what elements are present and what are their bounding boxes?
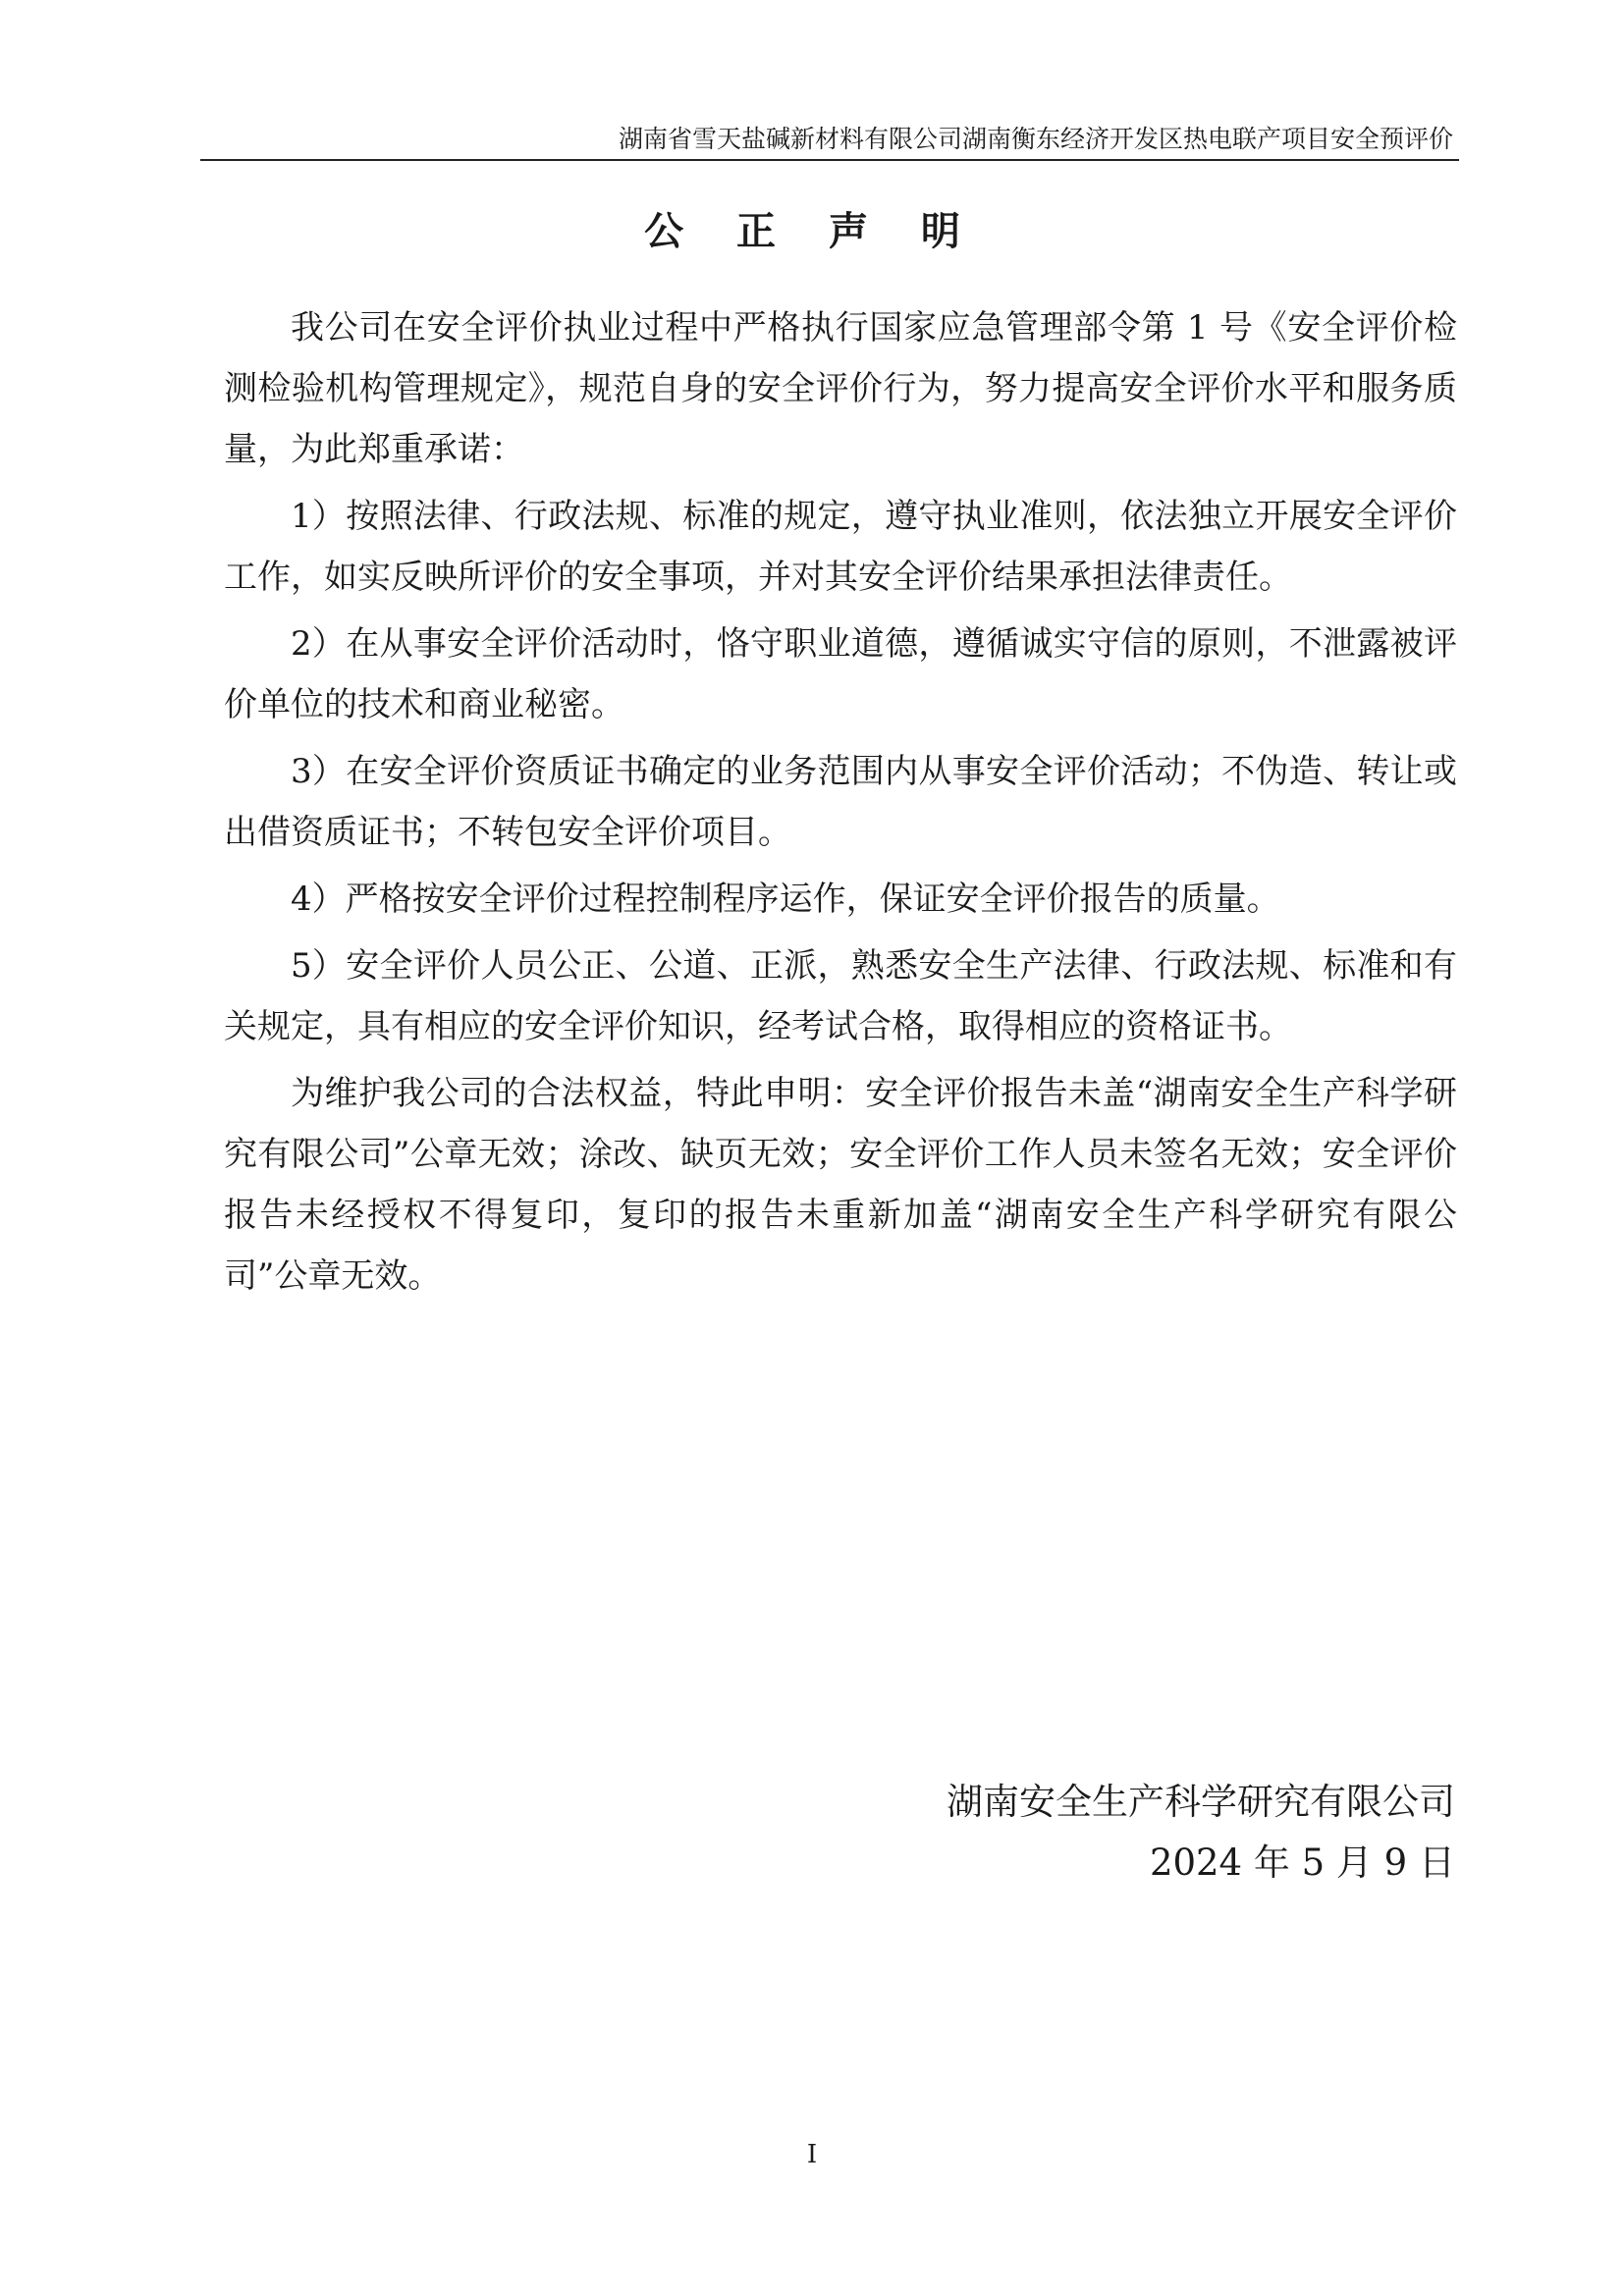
paragraph-declaration: 为维护我公司的合法权益，特此申明：安全评价报告未盖“湖南安全生产科学研究有限公司”公章无效；涂改、缺页无效；安全评价工作人员未签名无效；安全评价报告未经授权不得复印，复印的报告未重新加盖“湖南安全生产科学研究有限公司”公章无效。 — [224, 1074, 1457, 1296]
paragraph-item-2: 2）在从事安全评价活动时，恪守职业道德，遵循诚实守信的原则，不泄露被评价单位的技术和商业秘密。 — [224, 624, 1457, 724]
statement-body — [224, 297, 1457, 1312]
signature-block — [947, 1772, 1455, 1894]
page-title: 公 正 声 明 — [644, 209, 980, 254]
paragraph-item-5: 5）安全评价人员公正、公道、正派，熟悉安全生产法律、行政法规、标准和有关规定，具有相应的安全评价知识，经考试合格，取得相应的资格证书。 — [224, 946, 1457, 1046]
signature-date: 2024 年 5 月 9 日 — [1149, 1842, 1455, 1884]
paragraph-intro: 我公司在安全评价执业过程中严格执行国家应急管理部令第 1 号《安全评价检测检验机构管理规定》，规范自身的安全评价行为，努力提高安全评价水平和服务质量，为此郑重承诺： — [224, 308, 1457, 469]
paragraph-item-3: 3）在安全评价资质证书确定的业务范围内从事安全评价活动；不伪造、转让或出借资质证书；不转包安全评价项目。 — [224, 752, 1457, 852]
paragraph-item-1: 1）按照法律、行政法规、标准的规定，遵守执业准则，依法独立开展安全评价工作，如实反映所评价的安全事项，并对其安全评价结果承担法律责任。 — [224, 497, 1457, 597]
running-header — [200, 126, 1459, 161]
page-number: I — [806, 2140, 818, 2169]
header-text: 湖南省雪天盐碱新材料有限公司湖南衡东经济开发区热电联产项目安全预评价 — [618, 125, 1453, 153]
paragraph-item-4: 4）严格按安全评价过程控制程序运作，保证安全评价报告的质量。 — [291, 880, 1280, 919]
signature-company: 湖南安全生产科学研究有限公司 — [947, 1781, 1455, 1823]
